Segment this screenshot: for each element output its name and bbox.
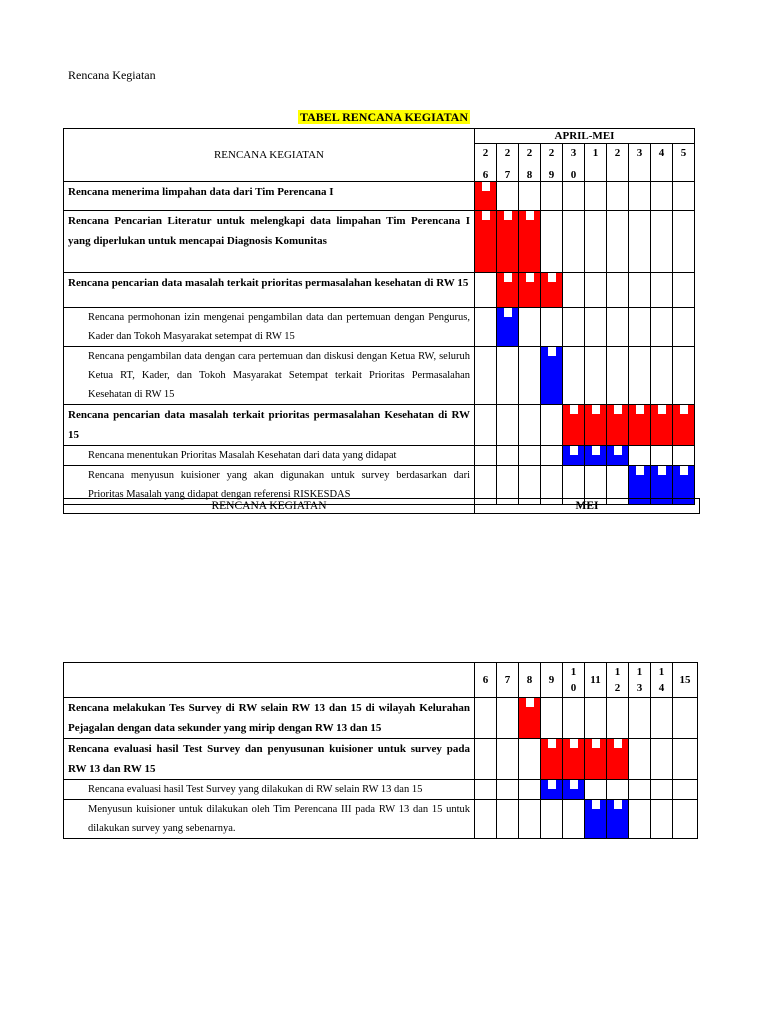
bar-notch [482, 211, 490, 220]
day-header [607, 663, 629, 698]
bar-notch [526, 211, 534, 220]
schedule-cell [651, 800, 673, 839]
activity-row [64, 211, 695, 273]
table-caption: TABEL RENCANA KEGIATAN [299, 110, 469, 124]
schedule-cell [629, 405, 651, 446]
schedule-cell [563, 211, 585, 273]
planned-activity-bar [607, 405, 628, 445]
day-number-top: 3 [570, 147, 577, 159]
day-header [651, 663, 673, 698]
period-header: MEI [475, 499, 700, 514]
bar-notch [680, 466, 688, 475]
schedule-cell [475, 273, 497, 308]
day-number-top: 8 [526, 674, 533, 686]
schedule-table-mei [63, 662, 698, 839]
planned-activity-bar [497, 273, 518, 307]
planned-subactivity-bar [563, 446, 584, 465]
activity-row [64, 347, 695, 405]
planned-subactivity-bar [607, 800, 628, 838]
day-number-top: 9 [548, 674, 555, 686]
schedule-cell [519, 308, 541, 347]
day-number-top: 2 [482, 147, 489, 159]
schedule-cell [519, 182, 541, 211]
planned-activity-bar [585, 739, 606, 779]
day-header [563, 663, 585, 698]
bar-notch [658, 466, 666, 475]
day-number-top: 5 [680, 147, 687, 159]
day-header [629, 663, 651, 698]
schedule-cell [497, 800, 519, 839]
schedule-cell [541, 308, 563, 347]
day-header [519, 144, 541, 182]
schedule-cell [651, 739, 673, 780]
activity-label: Rencana evaluasi hasil Test Survey dan penyusunan kuisioner untuk survey pada RW 13 dan RW 15 [64, 739, 475, 780]
schedule-cell [563, 308, 585, 347]
schedule-cell [607, 308, 629, 347]
schedule-cell [475, 405, 497, 446]
schedule-cell [585, 405, 607, 446]
schedule-cell [519, 273, 541, 308]
day-header [563, 144, 585, 182]
schedule-cell [519, 405, 541, 446]
sub-activity-label: Rencana permohonan izin mengenai pengambilan data dan pertemuan dengan Pengurus, Kader dan Tokoh Masyarakat setempat di RW 15 [64, 308, 475, 347]
bar-notch [680, 405, 688, 414]
schedule-cell [497, 211, 519, 273]
activity-column-header: RENCANA KEGIATAN [64, 499, 475, 514]
day-header [475, 663, 497, 698]
schedule-table-mei-header [63, 498, 700, 514]
planned-activity-bar [497, 211, 518, 272]
schedule-cell [497, 739, 519, 780]
activity-row [64, 308, 695, 347]
schedule-cell [651, 211, 673, 273]
bar-notch [614, 446, 622, 455]
day-number-top: 6 [482, 674, 489, 686]
bar-notch [504, 211, 512, 220]
bar-notch [504, 273, 512, 282]
schedule-cell [541, 780, 563, 800]
day-number-bottom: 8 [526, 169, 533, 181]
sub-activity-label: Rencana pengambilan data dengan cara pertemuan dan diskusi dengan Ketua RW, seluruh Ketua RT, Kader, dan Tokoh Masyarakat Setempat terkait Prioritas Permasalahan Kesehatan di RW 15 [64, 347, 475, 405]
schedule-cell [629, 182, 651, 211]
schedule-cell [651, 698, 673, 739]
day-number-top: 1 [636, 666, 643, 678]
schedule-cell [607, 182, 629, 211]
period-header: APRIL-MEI [475, 129, 695, 144]
bar-notch [526, 698, 534, 707]
day-number-top: 1 [570, 666, 577, 678]
day-header [497, 144, 519, 182]
schedule-cell [563, 405, 585, 446]
schedule-cell [497, 698, 519, 739]
day-header [497, 663, 519, 698]
schedule-cell [585, 308, 607, 347]
day-number-bottom: 9 [548, 169, 555, 181]
day-number-top: 1 [592, 147, 599, 159]
planned-subactivity-bar [497, 308, 518, 346]
schedule-cell [629, 273, 651, 308]
schedule-cell [607, 698, 629, 739]
schedule-cell [519, 800, 541, 839]
bar-notch [614, 800, 622, 809]
schedule-cell [563, 800, 585, 839]
schedule-cell [629, 347, 651, 405]
day-number-top: 2 [614, 147, 621, 159]
day-number-top: 3 [636, 147, 643, 159]
activity-label: Rencana pencarian data masalah terkait prioritas permasalahan kesehatan di RW 15 [64, 273, 475, 308]
schedule-cell [563, 446, 585, 466]
schedule-cell [585, 739, 607, 780]
schedule-cell [629, 308, 651, 347]
day-number-top: 1 [614, 666, 621, 678]
schedule-cell [607, 446, 629, 466]
planned-activity-bar [475, 211, 496, 272]
day-number-top: 1 [658, 666, 665, 678]
table-caption-wrapper [0, 108, 768, 126]
schedule-cell [475, 698, 497, 739]
schedule-cell [673, 347, 695, 405]
schedule-cell [497, 182, 519, 211]
day-header [585, 663, 607, 698]
schedule-cell [673, 739, 698, 780]
schedule-cell [519, 698, 541, 739]
schedule-cell [475, 780, 497, 800]
schedule-cell [651, 347, 673, 405]
schedule-cell [541, 739, 563, 780]
schedule-cell [629, 446, 651, 466]
schedule-cell [475, 800, 497, 839]
planned-activity-bar [519, 211, 540, 272]
day-header [519, 663, 541, 698]
schedule-cell [541, 182, 563, 211]
day-number-top: 7 [504, 674, 511, 686]
planned-activity-bar [563, 739, 584, 779]
bar-notch [570, 780, 578, 789]
planned-subactivity-bar [541, 780, 562, 799]
schedule-cell [519, 446, 541, 466]
schedule-cell [585, 780, 607, 800]
bar-notch [614, 405, 622, 414]
planned-activity-bar [519, 698, 540, 738]
schedule-cell [585, 347, 607, 405]
schedule-cell [651, 446, 673, 466]
planned-activity-bar [673, 405, 694, 445]
planned-activity-bar [541, 273, 562, 307]
activity-row [64, 800, 698, 839]
activity-column-header: RENCANA KEGIATAN [64, 129, 475, 182]
schedule-cell [629, 698, 651, 739]
schedule-cell [497, 347, 519, 405]
schedule-cell [475, 446, 497, 466]
schedule-cell [563, 182, 585, 211]
schedule-cell [673, 446, 695, 466]
planned-subactivity-bar [607, 446, 628, 465]
schedule-cell [629, 739, 651, 780]
day-number-bottom: 4 [658, 682, 665, 694]
schedule-cell [607, 739, 629, 780]
schedule-cell [541, 800, 563, 839]
bar-notch [570, 739, 578, 748]
schedule-cell [607, 273, 629, 308]
planned-subactivity-bar [585, 800, 606, 838]
planned-subactivity-bar [541, 347, 562, 404]
schedule-cell [497, 405, 519, 446]
sub-activity-label: Menyusun kuisioner untuk dilakukan oleh Tim Perencana III pada RW 13 dan 15 untuk dilakukan survey yang sebenarnya. [64, 800, 475, 839]
schedule-cell [585, 446, 607, 466]
bar-notch [548, 273, 556, 282]
day-header [607, 144, 629, 182]
bar-notch [482, 182, 490, 191]
day-header [541, 144, 563, 182]
schedule-cell [519, 780, 541, 800]
bar-notch [570, 405, 578, 414]
day-header [651, 144, 673, 182]
planned-activity-bar [651, 405, 672, 445]
planned-activity-bar [541, 739, 562, 779]
schedule-cell [673, 182, 695, 211]
bar-notch [658, 405, 666, 414]
activity-label: Rencana Pencarian Literatur untuk melengkapi data limpahan Tim Perencana I yang diperlukan untuk mencapai Diagnosis Komunitas [64, 211, 475, 273]
activity-column-header-empty [64, 663, 475, 698]
schedule-cell [541, 446, 563, 466]
bar-notch [592, 405, 600, 414]
schedule-cell [541, 405, 563, 446]
day-number-top: 2 [548, 147, 555, 159]
schedule-cell [541, 211, 563, 273]
schedule-cell [629, 211, 651, 273]
schedule-cell [563, 273, 585, 308]
schedule-cell [585, 698, 607, 739]
schedule-cell [475, 211, 497, 273]
schedule-cell [585, 182, 607, 211]
bar-notch [504, 308, 512, 317]
day-number-top: 15 [679, 674, 691, 686]
sub-activity-label: Rencana menyusun kuisioner yang akan digunakan untuk survey berdasarkan dari Prioritas Masalah yang didapat dengan referensi RISKESDAS [64, 466, 475, 505]
activity-row [64, 739, 698, 780]
schedule-cell [673, 405, 695, 446]
bar-notch [592, 739, 600, 748]
schedule-cell [497, 273, 519, 308]
bar-notch [548, 347, 556, 356]
day-header [585, 144, 607, 182]
schedule-cell [651, 405, 673, 446]
day-header [541, 663, 563, 698]
schedule-cell [607, 405, 629, 446]
planned-activity-bar [629, 405, 650, 445]
schedule-cell [651, 308, 673, 347]
schedule-cell [607, 211, 629, 273]
schedule-cell [585, 211, 607, 273]
schedule-cell [475, 347, 497, 405]
schedule-cell [497, 308, 519, 347]
bar-notch [526, 273, 534, 282]
sub-activity-label: Rencana evaluasi hasil Test Survey yang dilakukan di RW selain RW 13 dan 15 [64, 780, 475, 800]
schedule-cell [651, 780, 673, 800]
schedule-cell [541, 347, 563, 405]
schedule-cell [651, 273, 673, 308]
bar-notch [570, 446, 578, 455]
schedule-cell [497, 446, 519, 466]
schedule-cell [673, 800, 698, 839]
planned-activity-bar [585, 405, 606, 445]
planned-activity-bar [475, 182, 496, 210]
day-number-bottom: 3 [636, 682, 643, 694]
schedule-cell [673, 308, 695, 347]
schedule-cell [629, 800, 651, 839]
activity-label: Rencana menerima limpahan data dari Tim Perencana I [64, 182, 475, 211]
schedule-cell [673, 273, 695, 308]
bar-notch [592, 800, 600, 809]
schedule-cell [607, 800, 629, 839]
day-number-top: 2 [526, 147, 533, 159]
schedule-cell [563, 780, 585, 800]
day-number-bottom: 2 [614, 682, 621, 694]
planned-activity-bar [607, 739, 628, 779]
schedule-cell [475, 739, 497, 780]
planned-activity-bar [519, 273, 540, 307]
sub-activity-label: Rencana menentukan Prioritas Masalah Kesehatan dari data yang didapat [64, 446, 475, 466]
schedule-cell [475, 308, 497, 347]
schedule-cell [607, 347, 629, 405]
schedule-cell [585, 273, 607, 308]
planned-activity-bar [563, 405, 584, 445]
schedule-cell [541, 698, 563, 739]
day-header [475, 144, 497, 182]
activity-row [64, 182, 695, 211]
schedule-cell [497, 780, 519, 800]
day-header [673, 144, 695, 182]
bar-notch [548, 739, 556, 748]
day-number-bottom: 7 [504, 169, 511, 181]
day-number-top: 4 [658, 147, 665, 159]
day-number-bottom: 0 [570, 169, 577, 181]
activity-label: Rencana melakukan Tes Survey di RW selain RW 13 dan 15 di wilayah Kelurahan Pejagalan dengan data sekunder yang mirip dengan RW 13 dan 15 [64, 698, 475, 739]
schedule-table-april-mei [63, 128, 695, 505]
bar-notch [636, 466, 644, 475]
activity-row [64, 446, 695, 466]
bar-notch [614, 739, 622, 748]
schedule-cell [651, 182, 673, 211]
bar-notch [548, 780, 556, 789]
activity-row [64, 405, 695, 446]
activity-label: Rencana pencarian data masalah terkait prioritas permasalahan Kesehatan di RW 15 [64, 405, 475, 446]
schedule-cell [585, 800, 607, 839]
activity-row [64, 273, 695, 308]
schedule-cell [673, 780, 698, 800]
schedule-cell [563, 739, 585, 780]
schedule-cell [519, 211, 541, 273]
bar-notch [592, 446, 600, 455]
schedule-cell [475, 182, 497, 211]
day-number-top: 2 [504, 147, 511, 159]
planned-subactivity-bar [585, 446, 606, 465]
activity-row [64, 780, 698, 800]
day-number-top: 11 [590, 674, 601, 686]
day-header [629, 144, 651, 182]
day-header [673, 663, 698, 698]
schedule-cell [519, 347, 541, 405]
activity-row [64, 698, 698, 739]
schedule-cell [519, 739, 541, 780]
day-number-bottom: 0 [570, 682, 577, 694]
document-title: Rencana Kegiatan [68, 68, 156, 82]
schedule-cell [673, 698, 698, 739]
schedule-cell [563, 698, 585, 739]
schedule-cell [629, 780, 651, 800]
schedule-cell [541, 273, 563, 308]
bar-notch [636, 405, 644, 414]
schedule-cell [607, 780, 629, 800]
schedule-cell [673, 211, 695, 273]
day-number-bottom: 6 [482, 169, 489, 181]
planned-subactivity-bar [563, 780, 584, 799]
schedule-cell [563, 347, 585, 405]
